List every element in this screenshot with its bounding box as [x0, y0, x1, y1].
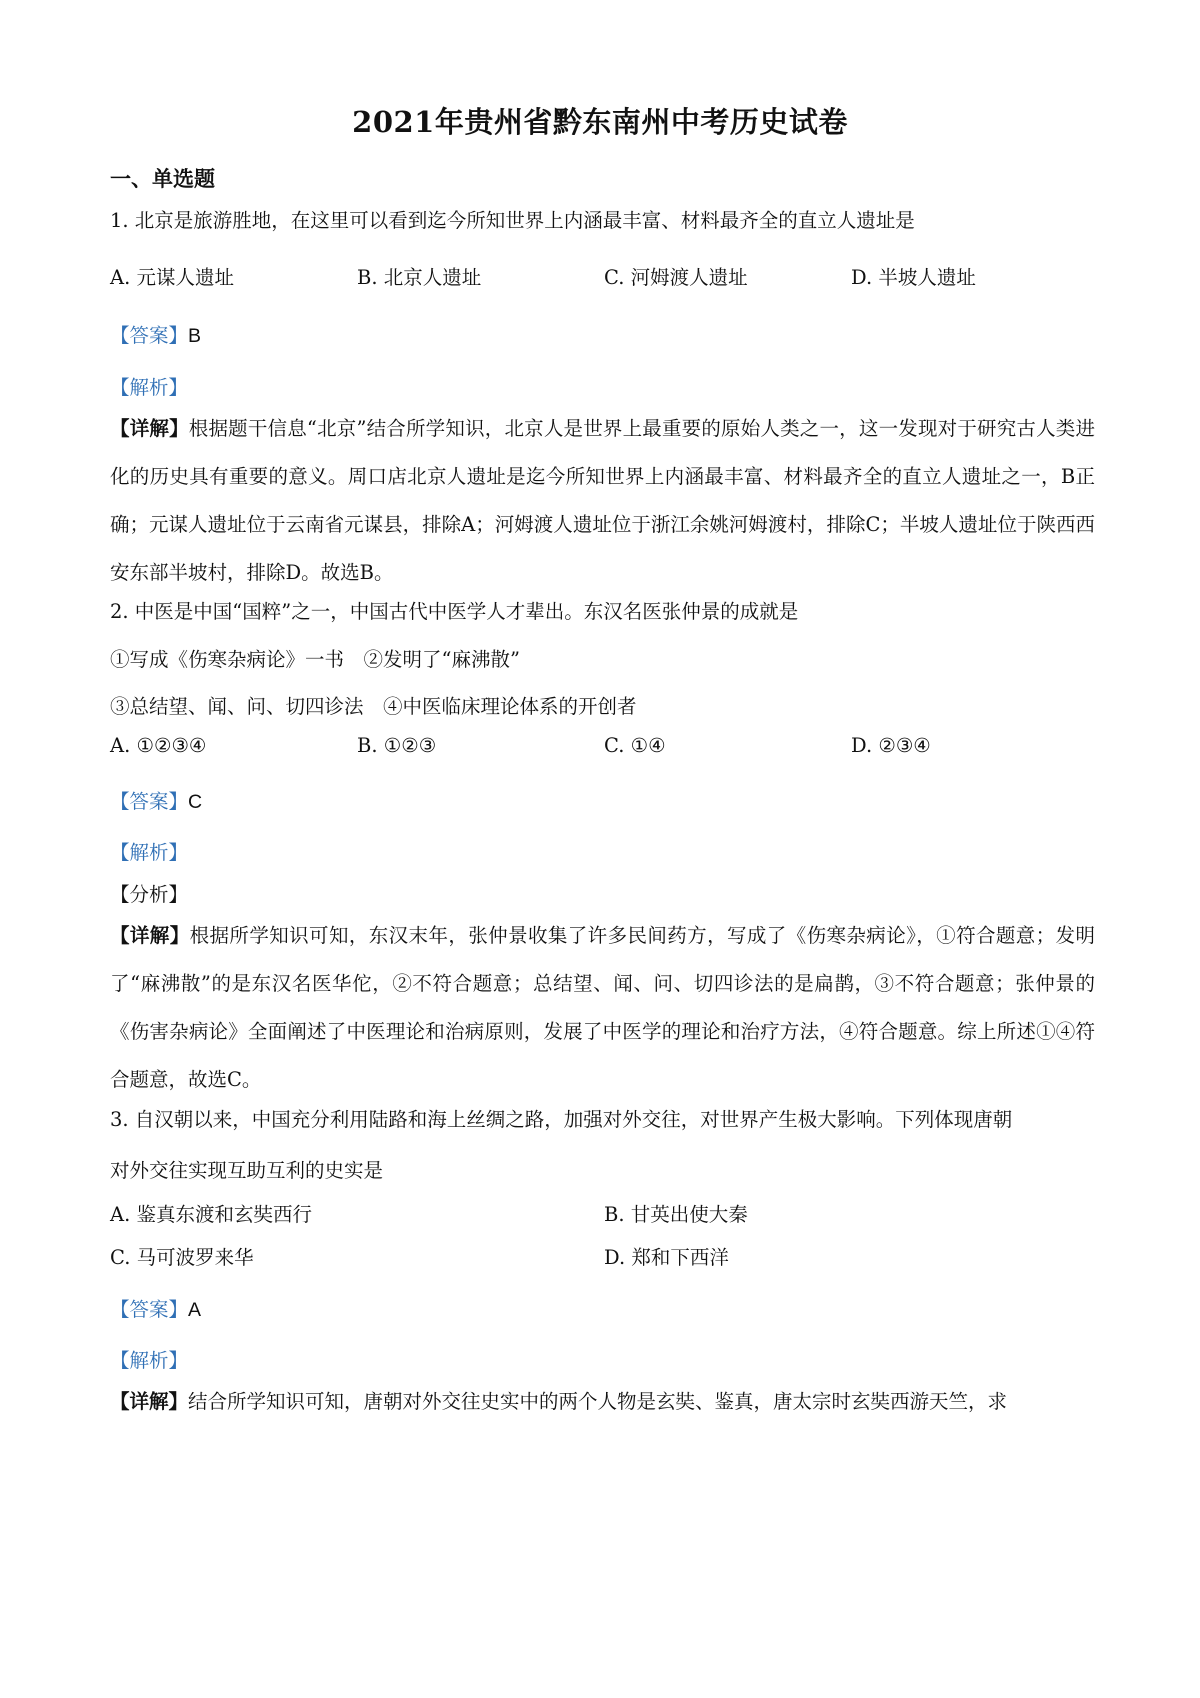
answer-label: 【答案】 [110, 790, 189, 813]
q3-option-b: B. 甘英出使大秦 [604, 1203, 748, 1226]
q3-answer [110, 1294, 201, 1322]
q2-option-a: A. ①②③④ [110, 734, 207, 757]
q1-stem: 1. 北京是旅游胜地，在这里可以看到迄今所知世界上内涵最丰富、材料最齐全的直立人遗址是 [110, 209, 915, 232]
answer-label: 【答案】 [110, 1298, 189, 1321]
q2-stem: 2. 中医是中国“国粹”之一，中国古代中医学人才辈出。东汉名医张仲景的成就是 [110, 600, 799, 623]
q1-analysis-label: 【解析】 [110, 376, 189, 399]
detail-text: 根据题干信息“北京”结合所学知识，北京人是世界上最重要的原始人类之一，这一发现对于研究古人类进化的历史具有重要的意义。周口店北京人遗址是迄今所知世界上内涵最丰富、材料最齐全的直立人遗址之一，B正确；元谋人遗址位于云南省元谋县，排除A；河姆渡人遗址位于浙江余姚河姆渡村，排除C；半坡人遗址位于陕西西安东部半坡村，排除D。故选B。 [110, 417, 1095, 584]
detail-text: 结合所学知识可知，唐朝对外交往史实中的两个人物是玄奘、鉴真，唐太宗时玄奘西游天竺，求 [188, 1390, 1008, 1413]
q3-analysis-label: 【解析】 [110, 1349, 189, 1372]
detail-text: 根据所学知识可知，东汉末年，张仲景收集了许多民间药方，写成了《伤寒杂病论》，①符合题意；发明了“麻沸散”的是东汉名医华佗，②不符合题意；总结望、闻、问、切四诊法的是扁鹊，③不符合题意；张仲景的《伤害杂病论》全面阐述了中医理论和治病原则，发展了中医学的理论和治疗方法，④符合题意。综上所述①④符合题意，故选C。 [110, 924, 1095, 1091]
q2-detail [110, 912, 1095, 1104]
q2-answer [110, 786, 202, 814]
answer-value: C [188, 791, 203, 813]
q2-option-c: C. ①④ [604, 734, 666, 757]
q3-detail [110, 1378, 1095, 1426]
q1-option-d: D. 半坡人遗址 [851, 266, 976, 289]
q3-option-d: D. 郑和下西洋 [604, 1246, 729, 1269]
page-title: 2021年贵州省黔东南州中考历史试卷 [352, 105, 848, 139]
q3-option-c: C. 马可波罗来华 [110, 1246, 254, 1269]
q3-stem-line-2: 对外交往实现互助互利的史实是 [110, 1159, 384, 1182]
section-heading: 一、单选题 [110, 166, 215, 191]
q1-answer [110, 320, 201, 348]
detail-label: 【详解】 [110, 924, 190, 947]
q1-detail [110, 405, 1095, 597]
q2-items-2: ③总结望、闻、问、切四诊法 ④中医临床理论体系的开创者 [110, 695, 637, 718]
detail-label: 【详解】 [110, 417, 189, 440]
q1-option-c: C. 河姆渡人遗址 [604, 266, 748, 289]
q2-option-b: B. ①②③ [357, 734, 437, 757]
q3-option-a: A. 鉴真东渡和玄奘西行 [110, 1203, 312, 1226]
q1-option-a: A. 元谋人遗址 [110, 266, 234, 289]
detail-label: 【详解】 [110, 1390, 189, 1413]
q2-fenxi-label: 【分析】 [110, 883, 189, 906]
q1-option-b: B. 北京人遗址 [357, 266, 482, 289]
answer-value: A [188, 1299, 202, 1321]
q2-option-d: D. ②③④ [851, 734, 931, 757]
q2-analysis-label: 【解析】 [110, 841, 189, 864]
q2-items-1: ①写成《伤寒杂病论》一书 ②发明了“麻沸散” [110, 648, 520, 671]
answer-value: B [188, 325, 202, 347]
q3-stem-line-1: 3. 自汉朝以来，中国充分利用陆路和海上丝绸之路，加强对外交往，对世界产生极大影响。下列体现唐朝 [110, 1108, 1013, 1131]
answer-label: 【答案】 [110, 324, 189, 347]
